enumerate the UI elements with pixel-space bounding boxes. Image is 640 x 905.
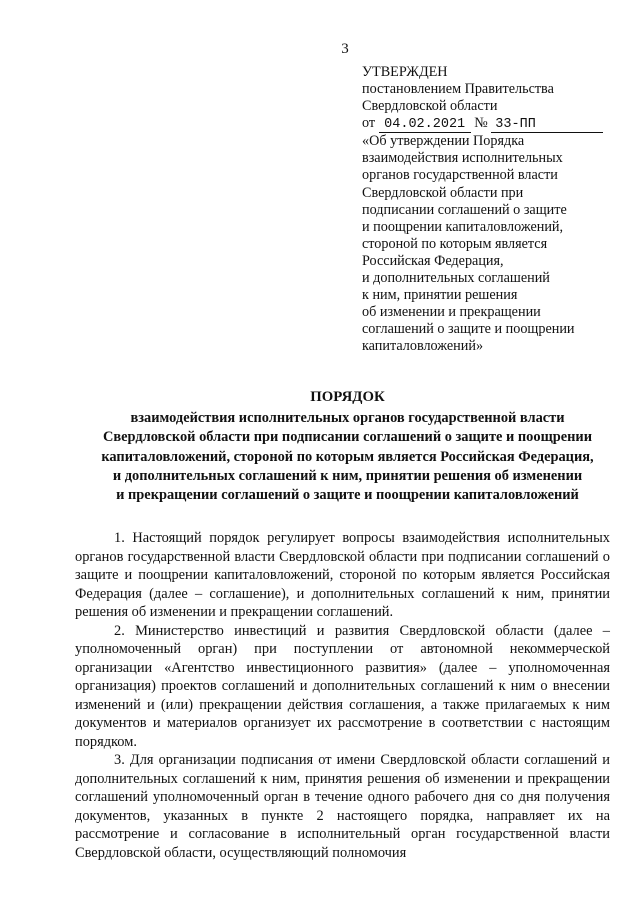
approval-subject-line: Свердловской области при — [362, 184, 524, 201]
approval-subject-line: и дополнительных соглашений — [362, 270, 550, 287]
approval-subject-line: стороной по которым является — [362, 235, 548, 252]
title-line: Свердловской области при подписании соглашений о защите и поощрении — [103, 429, 592, 446]
approval-subject-line: органов государственной власти — [362, 167, 558, 184]
document-body — [75, 529, 610, 862]
approval-subject-line: капиталовложений» — [362, 338, 484, 355]
paragraph-2: 2. Министерство инвестиций и развития Свердловской области (далее – уполномоченный орган) при поступлении от автономной некоммерческой организации «Агентство инвестиционного развития» (далее – уполномоченная организация) проектов соглашений и дополнительных соглашений к ним о внесении изменений и (или) прекращении действия соглашения, а также прилагаемых к ним документов и материалов организует их рассмотрение в соответствии с настоящим порядком. — [75, 622, 610, 750]
approval-subject-line: и поощрении капиталовложений, — [362, 218, 564, 235]
approval-subject-line: об изменении и прекращении — [362, 304, 541, 321]
page-number: 3 — [341, 41, 349, 57]
approval-line-1: постановлением Правительства — [362, 81, 554, 98]
title-line: и дополнительных соглашений к ним, принятии решения об изменении — [112, 467, 583, 484]
title-line: капиталовложений, стороной по которым является Российская Федерация, — [101, 448, 594, 465]
approval-subject-line: Российская Федерация, — [362, 252, 504, 269]
approval-stamp — [362, 64, 632, 356]
title-line: взаимодействия исполнительных органов государственной власти — [130, 410, 565, 427]
approval-number: 33-ПП — [491, 117, 603, 133]
title-heading: ПОРЯДОК — [310, 389, 385, 405]
approval-subject-line: соглашений о защите и поощрении — [362, 321, 575, 338]
approval-subject-line: к ним, принятии решения — [362, 287, 518, 304]
paragraph-3: 3. Для организации подписания от имени Свердловской области соглашений и дополнительных соглашений к ним, принятия решения об изменении и прекращении соглашений уполномоченный орган в течение одного рабочего дня со дня получения документов, указанных в пункте 2 настоящего порядка, направляет их на рассмотрение и согласование в исполнительный орган государственной власти Свердловской области, осуществляющий полномочия — [75, 752, 610, 861]
approval-date-line — [362, 115, 632, 133]
approval-heading: УТВЕРЖДЕН — [362, 64, 448, 80]
title-line: и прекращении соглашений о защите и поощрении капиталовложений — [116, 487, 579, 504]
approval-subject-line: подписании соглашений о защите — [362, 201, 567, 218]
approval-line-2: Свердловской области — [362, 98, 498, 115]
approval-subject-line: взаимодействия исполнительных — [362, 150, 563, 167]
paragraph-1: 1. Настоящий порядок регулирует вопросы взаимодействия исполнительных органов государственной власти Свердловской области при подписании соглашений о защите и поощрении капиталовложений, стороной по которым является Российская Федерация (далее – соглашение), и дополнительных соглашений к ним, принятии решения об изменении и прекращении соглашений. — [75, 530, 610, 620]
approval-subject-line: «Об утверждении Порядка — [362, 133, 525, 150]
document-title — [60, 388, 635, 505]
date-prefix: от — [362, 115, 376, 132]
number-prefix: № — [474, 115, 488, 132]
approval-date: 04.02.2021 — [379, 117, 471, 133]
